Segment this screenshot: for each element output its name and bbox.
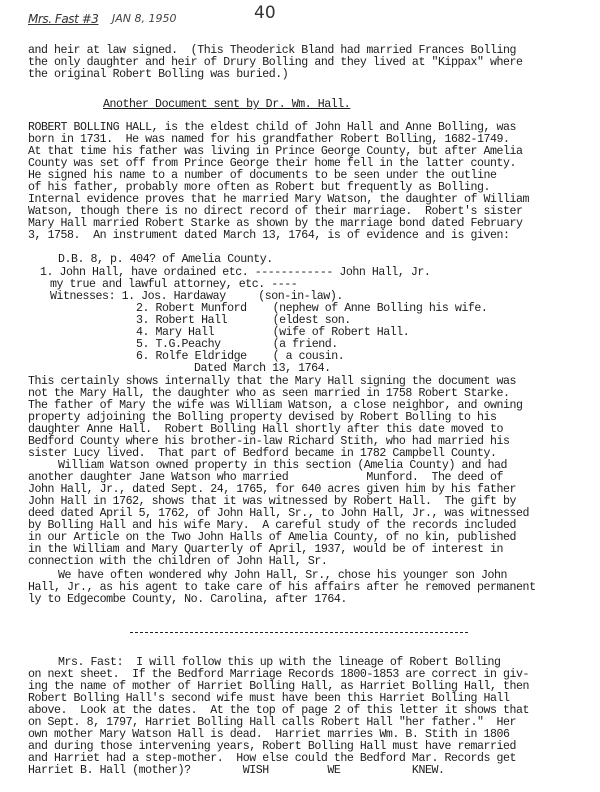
text-line: County was set off from Prince George their home fell in the latter county. [28, 157, 517, 170]
note-line: own mother Mary Watson Hall is dead. Harriet marries Wm. B. Stith in 1806 [28, 728, 510, 741]
note-line: and Harriet had a step-mother. How else could the Bedford Mar. Records get [28, 752, 517, 765]
text-line: the only daughter and heir of Drury Bolling and they lived at "Kippax" where [28, 56, 523, 69]
note-line: Mrs. Fast: I will follow this up with the lineage of Robert Bolling [58, 656, 501, 669]
witness-line: 4. Mary Hall (wife of Robert Hall. [136, 326, 410, 339]
text-line: The father of Mary the wife was William Watson, a close neighbor, and owning [28, 399, 523, 412]
text-line: the original Robert Bolling was buried.) [28, 68, 289, 81]
text-line: John Hall, Jr., dated Sept. 24, 1765, for 640 acres given him by his father [28, 483, 517, 496]
text-line: At that time his father was living in Prince George County, but after Amelia [28, 145, 523, 158]
text-line: deed dated April 5, 1762, of John Hall, Sr., to John Hall, Jr., was witnessed [28, 507, 530, 520]
note-line: ing the name of mother of Harriet Bolling Hall, as Harriet Bolling Hall, then [28, 680, 530, 693]
note-line: and during those intervening years, Robert Bolling Hall must have remarried [28, 740, 517, 753]
note-line: above. Look at the dates. At the top of page 2 of this letter it shows that [28, 704, 530, 717]
text-line: ROBERT BOLLING HALL, is the eldest child of John Hall and Anne Bolling, was [28, 121, 517, 134]
text-line: connection with the children of John Hall, Sr. [28, 555, 328, 568]
text-line: This certainly shows internally that the Mary Hall signing the document was [28, 375, 517, 388]
witness-line: 2. Robert Munford (nephew of Anne Bolling his wife. [136, 302, 488, 315]
note-line: on Sept. 8, 1797, Harriet Bolling Hall calls Robert Hall "her father." Her [28, 716, 517, 729]
note-line: Robert Bolling Hall's second wife must have been this Harriet Bolling Hall [28, 692, 510, 705]
deed-date: Dated March 13, 1764. [194, 362, 331, 375]
deed-line: 1. John Hall, have ordained etc. ------------ John Hall, Jr. [40, 266, 431, 279]
witness-line: 5. T.G.Peachy (a friend. [136, 338, 338, 351]
text-line: ly to Edgecombe County, No. Carolina, after 1764. [28, 593, 347, 606]
text-line: Watson, though there is no direct record of their marriage. Robert's sister [28, 205, 523, 218]
text-line: daughter Anne Hall. Robert Bolling Hall shortly after this date moved to [28, 423, 504, 436]
witness-line: Witnesses: 1. Jos. Hardaway (son-in-law). [50, 290, 343, 303]
note-line: Harriet B. Hall (mother)? WISH WE KNEW. [28, 764, 445, 777]
text-line: Hall, Jr., as his agent to take care of his affairs after he removed permanent [28, 581, 536, 594]
text-line: He signed his name to a number of documents to be seen under the outline [28, 169, 497, 182]
section-heading: Another Document sent by Dr. Wm. Hall. [103, 98, 351, 111]
text-line: 3, 1758. An instrument dated March 13, 1764, is of evidence and is given: [28, 229, 510, 242]
text-line: in the William and Mary Quarterly of April, 1937, would be of interest in [28, 543, 504, 556]
text-line: not the Mary Hall, the daughter who as seen married in 1758 Robert Starke. [28, 387, 510, 400]
text-line: property adjoining the Bolling property devised by Robert Bolling to his [28, 411, 497, 424]
section-divider [130, 632, 468, 633]
text-line: and heir at law signed. (This Theoderick Bland had married Frances Bolling [28, 44, 517, 57]
header-date: JAN 8, 1950 [112, 12, 177, 25]
text-line: in our Article on the Two John Halls of Amelia County, of no kin, published [28, 531, 517, 544]
deed-reference: D.B. 8, p. 404? of Amelia County. [58, 253, 273, 266]
text-line: by Bolling Hall and his wife Mary. A careful study of the records included [28, 519, 517, 532]
text-line: We have often wondered why John Hall, Sr., chose his younger son John [58, 569, 508, 582]
deed-line: my true and lawful attorney, etc. ---- [50, 278, 298, 291]
text-line: Bedford County where his brother-in-law Richard Stith, who had married his [28, 435, 510, 448]
header-label: Mrs. Fast #3 [28, 12, 99, 26]
text-line: of his father, probably more often as Robert but frequently as Bolling. [28, 181, 491, 194]
witness-line: 6. Rolfe Eldridge ( a cousin. [136, 350, 345, 363]
witness-line: 3. Robert Hall (eldest son. [136, 314, 351, 327]
text-line: born in 1731. He was named for his grandfather Robert Bolling, 1682-1749. [28, 133, 510, 146]
text-line: John Hall in 1762, shows that it was witnessed by Robert Hall. The gift by [28, 495, 517, 508]
text-line: another daughter Jane Watson who married Munford. The deed of [28, 471, 504, 484]
text-line: sister Lucy lived. That part of Bedford became in 1782 Campbell County. [28, 447, 497, 460]
text-line: Internal evidence proves that he married Mary Watson, the daughter of William [28, 193, 530, 206]
note-line: on next sheet. If the Bedford Marriage Records 1800-1853 are correct in giv- [28, 668, 530, 681]
text-line: William Watson owned property in this section (Amelia County) and had [58, 459, 508, 472]
text-line: Mary Hall married Robert Starke as shown by the marriage bond dated February [28, 217, 523, 230]
page-number: 40 [254, 3, 276, 23]
